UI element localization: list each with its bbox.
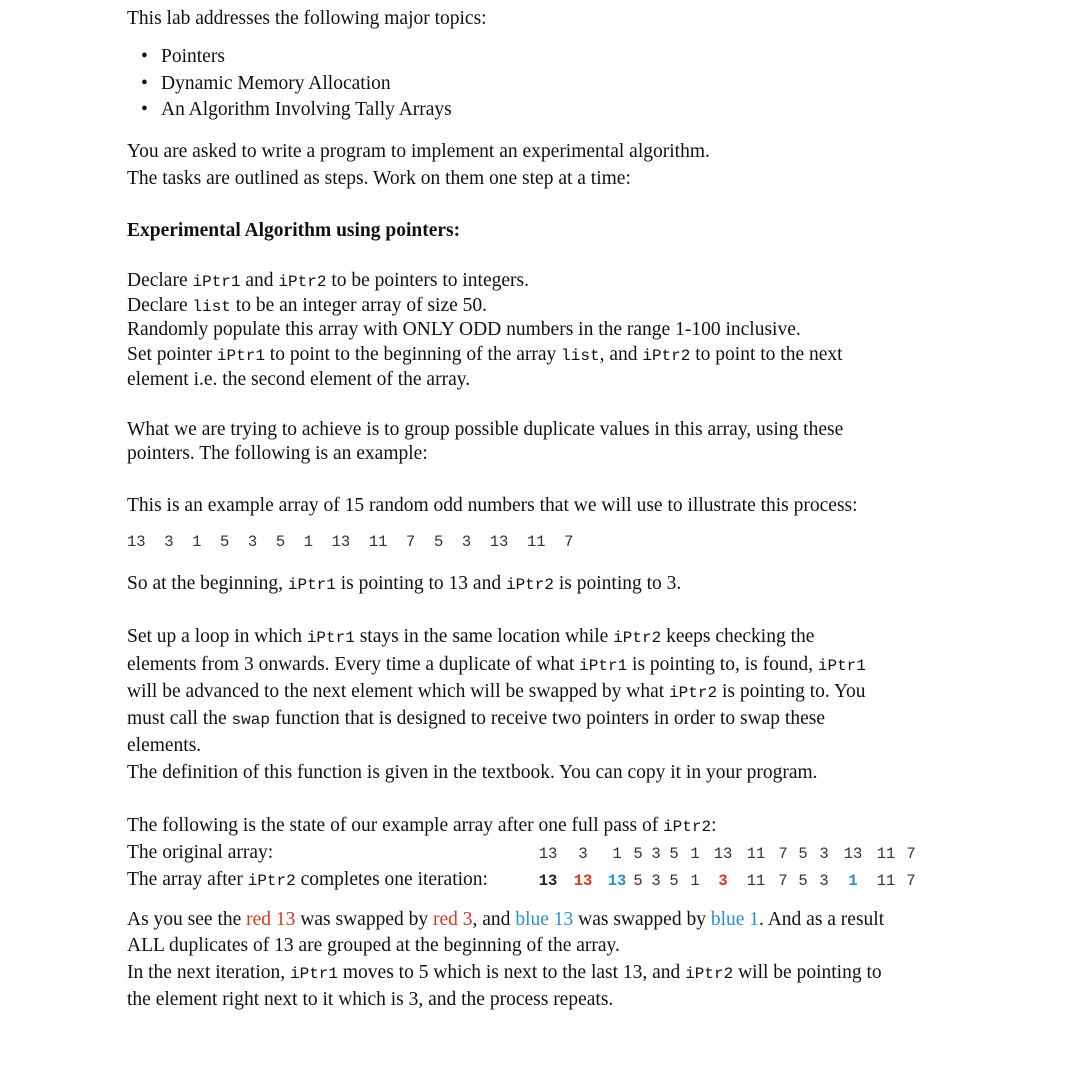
after-array-cell: 1 [848, 872, 858, 890]
after-array-label: The array after iPtr2 completes one iteration: [127, 869, 488, 890]
after-array-cell: 1 [690, 872, 700, 890]
loop-line-4: must call the swap function that is designed to receive two pointers in order to swap these [127, 708, 826, 729]
after-array [535, 872, 921, 890]
after-array-cell: 5 [633, 872, 643, 890]
original-array [535, 845, 921, 863]
original-array-cell: 1 [690, 845, 700, 863]
trying-line-2: pointers. The following is an example: [127, 443, 428, 464]
process-repeats-line: the element right next to it which is 3, and the process repeats. [127, 989, 614, 1010]
declare-list-line: Declare list to be an integer array of size 50. [127, 295, 488, 316]
topics-list [141, 44, 452, 124]
after-array-cell: 3 [651, 872, 661, 890]
set-pointer-line: Set pointer iPtr1 to point to the beginning of the array list, and iPtr2 to point to the next [127, 344, 843, 365]
original-array-cell: 3 [578, 845, 588, 863]
after-array-cell: 11 [876, 872, 896, 890]
after-array-cell: 5 [669, 872, 679, 890]
example-intro: This is an example array of 15 random odd numbers that we will use to illustrate this process: [127, 495, 858, 516]
original-array-cell: 1 [612, 845, 622, 863]
as-you-see-line: As you see the red 13 was swapped by red 3, and blue 13 was swapped by blue 1. And as a result [127, 909, 885, 930]
after-array-cell: 5 [798, 872, 808, 890]
task-line-2: The tasks are outlined as steps. Work on them one step at a time: [127, 168, 631, 189]
after-array-cell: 3 [819, 872, 829, 890]
populate-line: Randomly populate this array with ONLY ODD numbers in the range 1-100 inclusive. [127, 319, 801, 340]
loop-line-1: Set up a loop in which iPtr1 stays in the same location while iPtr2 keeps checking the [127, 626, 815, 647]
original-array-cell: 3 [651, 845, 661, 863]
original-array-cell: 11 [746, 845, 766, 863]
original-array-cell: 11 [876, 845, 896, 863]
original-array-cell: 13 [713, 845, 733, 863]
loop-line-5: elements. [127, 735, 202, 756]
declare-pointers-line: Declare iPtr1 and iPtr2 to be pointers to integers. [127, 270, 529, 291]
after-array-cell: 7 [778, 872, 788, 890]
original-array-label: The original array: [127, 842, 274, 863]
topic-item: • Pointers [141, 46, 225, 67]
original-array-cell: 7 [906, 845, 916, 863]
second-element-line: element i.e. the second element of the array. [127, 369, 471, 390]
after-array-cell: 13 [607, 872, 627, 890]
original-array-cell: 7 [778, 845, 788, 863]
loop-line-2: elements from 3 onwards. Every time a duplicate of what iPtr1 is pointing to, is found, iPtr1 [127, 654, 866, 675]
after-array-cell: 13 [573, 872, 593, 890]
loop-line-3: will be advanced to the next element which will be swapped by what iPtr2 is pointing to. You [127, 681, 866, 702]
all-duplicates-line: ALL duplicates of 13 are grouped at the beginning of the array. [127, 935, 620, 956]
after-array-cell: 7 [906, 872, 916, 890]
original-array-cell: 5 [633, 845, 643, 863]
section-heading: Experimental Algorithm using pointers: [127, 220, 461, 241]
example-sequence: 13 3 1 5 3 5 1 13 11 7 5 3 13 11 7 [127, 533, 574, 551]
after-array-cell: 3 [718, 872, 728, 890]
topic-item: • Dynamic Memory Allocation [141, 72, 391, 94]
trying-line-1: What we are trying to achieve is to group possible duplicate values in this array, using these [127, 419, 844, 440]
topic-item: • An Algorithm Involving Tally Arrays [141, 99, 452, 120]
state-line: The following is the state of our example array after one full pass of iPtr2: [127, 815, 717, 836]
next-iteration-line: In the next iteration, iPtr1 moves to 5 which is next to the last 13, and iPtr2 will be pointing to [127, 962, 882, 983]
task-line-1: You are asked to write a program to implement an experimental algorithm. [127, 141, 710, 162]
beginning-line: So at the beginning, iPtr1 is pointing to 13 and iPtr2 is pointing to 3. [127, 573, 682, 594]
original-array-cell: 13 [538, 845, 558, 863]
original-array-cell: 3 [819, 845, 829, 863]
intro-text: This lab addresses the following major topics: [127, 8, 487, 29]
definition-line: The definition of this function is given in the textbook. You can copy it in your program. [127, 762, 818, 783]
after-array-cell: 11 [746, 872, 766, 890]
original-array-cell: 5 [798, 845, 808, 863]
after-array-cell: 13 [538, 872, 558, 890]
original-array-cell: 5 [669, 845, 679, 863]
original-array-cell: 13 [843, 845, 863, 863]
